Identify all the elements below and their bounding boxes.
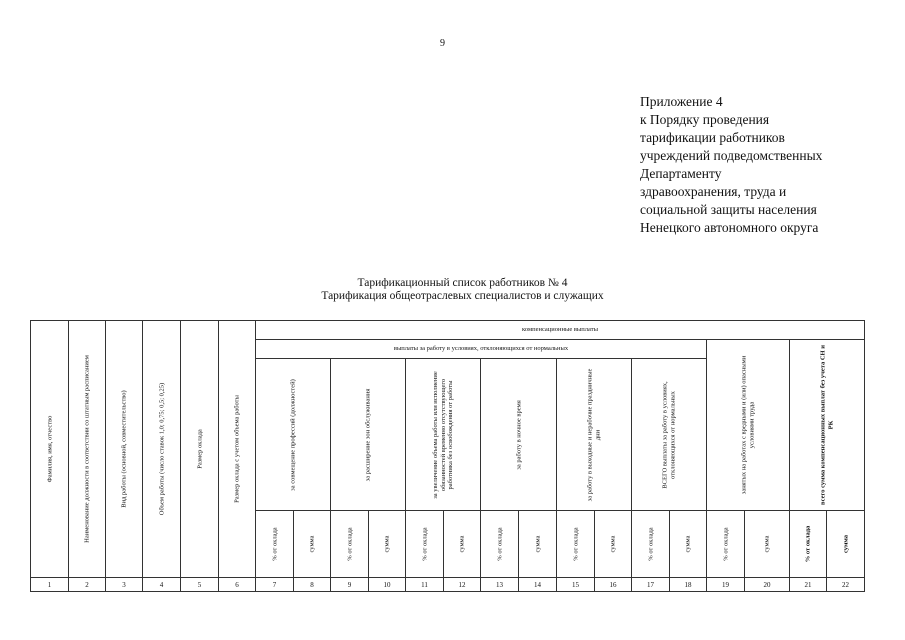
header-text: сумма	[763, 535, 771, 553]
title-line-2: Тарификация общеотраслевых специалистов и служащих	[321, 290, 604, 302]
column-number: 16	[594, 577, 632, 592]
header-text: сумма	[308, 535, 316, 553]
column-number: 7	[255, 577, 294, 592]
condition-group-5	[556, 358, 632, 511]
header-text: % от оклада	[804, 525, 812, 563]
header-text: Вид работы (основной, совместительство)	[120, 390, 128, 508]
header-text: % от оклада	[270, 527, 278, 561]
column-number: 8	[293, 577, 331, 592]
header-text: Наименование должности в соответствии со штатным расписанием	[83, 355, 91, 543]
appendix-line: здравоохранения, труда и	[640, 184, 787, 199]
header-text: % от оклада	[646, 527, 654, 561]
appendix-line: учреждений подведомственных	[640, 148, 823, 163]
column-number: 3	[105, 577, 143, 592]
pct-of-salary-header	[789, 510, 827, 578]
column-number: 22	[826, 577, 865, 592]
appendix-line: социальной защиты населения	[640, 202, 817, 217]
condition-group-3	[405, 358, 481, 511]
header-text: Размер оклада	[195, 429, 203, 469]
page-number: 9	[440, 38, 445, 49]
condition-group-6	[631, 358, 707, 511]
column-number: 20	[744, 577, 790, 592]
header-col-5	[180, 320, 219, 578]
sum-header	[518, 510, 557, 578]
pct-of-salary-header	[255, 510, 294, 578]
column-number: 4	[142, 577, 181, 592]
column-number: 11	[405, 577, 444, 592]
sum-header	[669, 510, 707, 578]
appendix-line: к Порядку проведения	[640, 112, 770, 127]
appendix-line: Приложение 4	[640, 94, 723, 109]
pct-of-salary-header	[330, 510, 369, 578]
condition-group-4	[480, 358, 557, 511]
sum-header	[744, 510, 790, 578]
column-number: 2	[68, 577, 106, 592]
header-text: занятых на работах с вредными и (или) опасными условиями труда	[740, 355, 755, 495]
header-text: за работу в ночное время	[514, 399, 522, 470]
column-number: 9	[330, 577, 369, 592]
header-text: сумма	[458, 535, 466, 553]
column-number: 13	[480, 577, 519, 592]
sum-header	[368, 510, 406, 578]
total-compensation-header	[789, 339, 865, 511]
column-number: 19	[706, 577, 745, 592]
column-number: 12	[443, 577, 481, 592]
column-number: 10	[368, 577, 406, 592]
sum-header	[443, 510, 481, 578]
header-text: за увеличение объема работы или исполнение обязанностей временно отсутствующего работника без освобождения от работы	[431, 370, 454, 499]
column-number: 15	[556, 577, 595, 592]
header-text: сумма	[684, 535, 692, 553]
header-text: всего сумма компенсационных выплат без учета СН и РК	[819, 345, 834, 505]
pct-of-salary-header	[556, 510, 595, 578]
compensation-header: компенсационные выплаты	[255, 320, 865, 340]
appendix-line: Ненецкого автономного округа	[640, 220, 819, 235]
header-text: % от оклада	[495, 527, 503, 561]
header-text: сумма	[609, 535, 617, 553]
header-col-3	[105, 320, 143, 578]
header-text: ВСЕГО выплаты за работу в условиях, отклоняющихся от нормальных	[661, 380, 676, 489]
column-number: 6	[218, 577, 256, 592]
column-number: 21	[789, 577, 827, 592]
column-number: 14	[518, 577, 557, 592]
header-text: Размер оклада с учетом объема работы	[233, 395, 241, 503]
column-number: 5	[180, 577, 219, 592]
header-text: % от оклада	[345, 527, 353, 561]
appendix-line: тарификации работников	[640, 130, 785, 145]
sum-header	[826, 510, 865, 578]
pct-of-salary-header	[631, 510, 670, 578]
header-text: Объем работы (число ставок 1,0; 0,75; 0,5; 0,25)	[157, 382, 165, 516]
pct-of-salary-header	[405, 510, 444, 578]
conditions-header: выплаты за работу в условиях, отклоняющихся от нормальных	[255, 339, 707, 359]
column-number: 1	[30, 577, 69, 592]
header-text: Фамилия, имя, отчество	[45, 415, 53, 483]
sum-header	[293, 510, 331, 578]
sum-header	[594, 510, 632, 578]
header-text: сумма	[533, 535, 541, 553]
header-text: за совмещение профессий (должностей)	[289, 378, 297, 491]
header-text: сумма	[841, 534, 849, 554]
condition-group-2	[330, 358, 406, 511]
header-text: % от оклада	[571, 527, 579, 561]
header-col-2	[68, 320, 106, 578]
title-line-1: Тарификационный список работников № 4	[357, 277, 568, 289]
header-text: % от оклада	[420, 527, 428, 561]
header-col-4	[142, 320, 181, 578]
appendix-line: Департаменту	[640, 166, 722, 181]
header-col-6	[218, 320, 256, 578]
column-number: 18	[669, 577, 707, 592]
condition-group-1	[255, 358, 331, 511]
header-text: сумма	[383, 535, 391, 553]
harmful-conditions-header	[706, 339, 790, 511]
header-text: за работу в выходные и нерабочие праздничные дни	[586, 368, 601, 501]
header-text: % от оклада	[721, 527, 729, 561]
pct-of-salary-header	[480, 510, 519, 578]
column-number: 17	[631, 577, 670, 592]
header-text: за расширение зон обслуживания	[364, 388, 372, 481]
header-col-1	[30, 320, 69, 578]
pct-of-salary-header	[706, 510, 745, 578]
